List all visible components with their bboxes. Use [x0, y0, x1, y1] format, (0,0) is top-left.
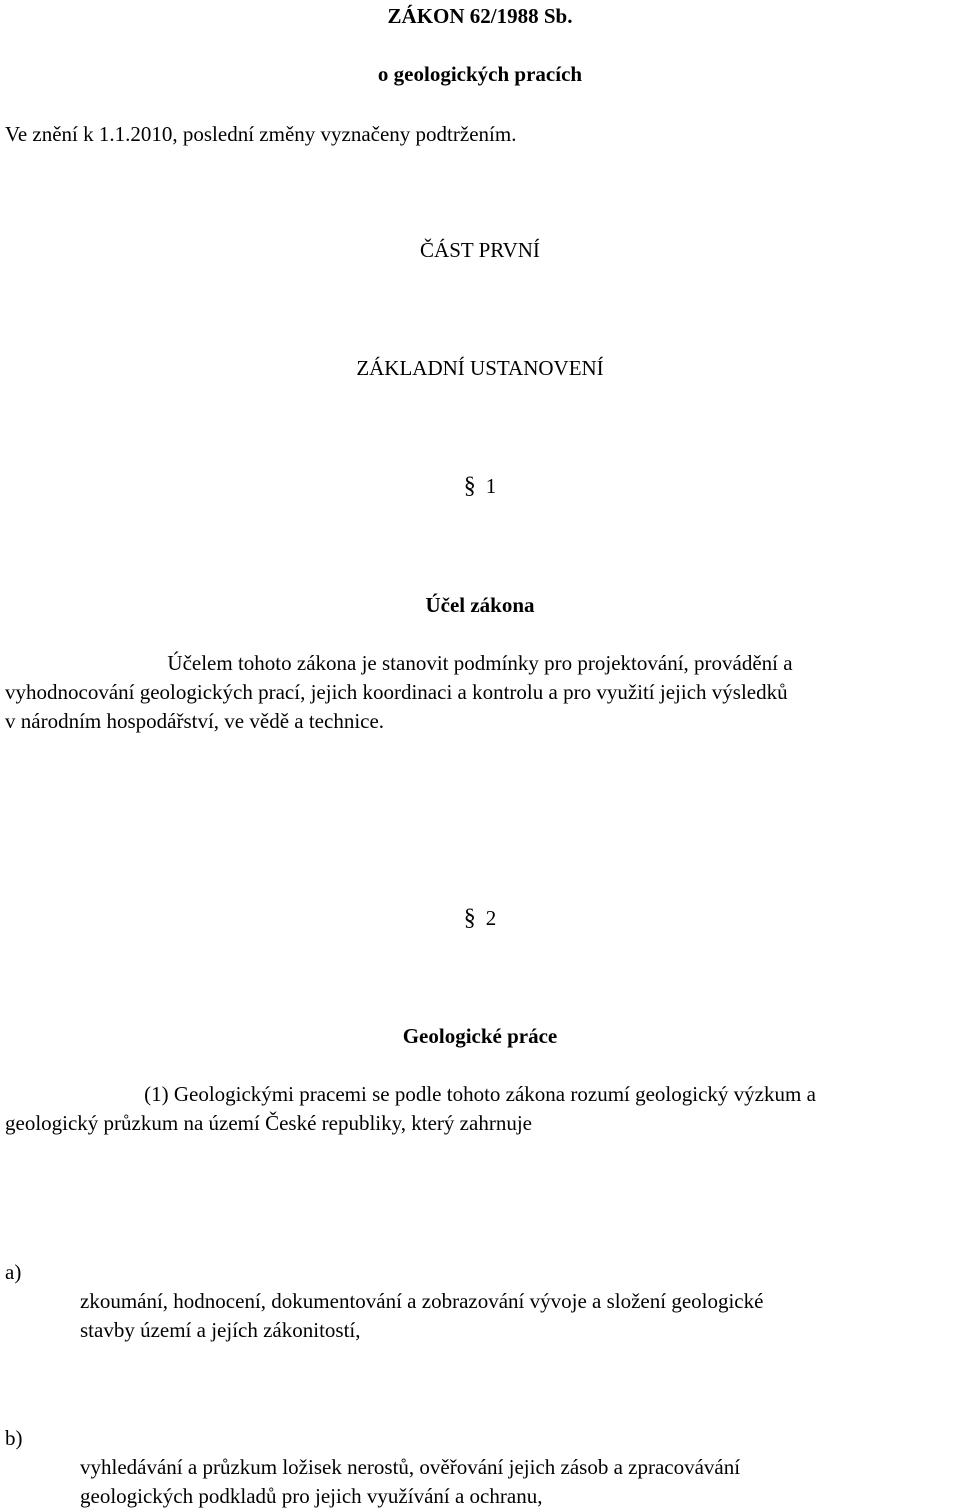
list-item-a: [80, 1287, 950, 1345]
law-subtitle: o geologických pracích: [377, 62, 583, 86]
section-number: 1: [485, 474, 497, 498]
law-title: ZÁKON 62/1988 Sb.: [387, 4, 573, 28]
version-note: Ve znění k 1.1.2010, poslední změny vyznačeny podtržením.: [5, 122, 517, 146]
list-item-line: vyhledávání a průzkum ložisek nerostů, ověřování jejich zásob a zpracovávání: [80, 1455, 741, 1479]
part-title: ZÁKLADNÍ USTANOVENÍ: [356, 356, 604, 380]
section-heading-2: Geologické práce: [402, 1024, 558, 1048]
list-item-b: [80, 1453, 950, 1511]
section-number-1: [0, 472, 960, 501]
section-sign-icon: §: [463, 905, 476, 931]
list-item-label-b: b): [5, 1426, 23, 1450]
paragraph-line: Účelem tohoto zákona je stanovit podmínky pro projektování, provádění a: [167, 651, 793, 675]
section-sign-icon: §: [463, 473, 476, 499]
list-item-label-a: a): [5, 1260, 22, 1284]
paragraph-line: v národním hospodářství, ve vědě a technice.: [5, 709, 385, 733]
list-item-line: zkoumání, hodnocení, dokumentování a zobrazování vývoje a složení geologické: [80, 1289, 764, 1313]
section-1-paragraph: [5, 649, 955, 736]
list-item-line: geologických podkladů pro jejich využívání a ochranu,: [80, 1484, 543, 1508]
section-heading-1: Účel zákona: [425, 593, 535, 617]
section-number: 2: [485, 906, 497, 930]
paragraph-line: (1) Geologickými pracemi se podle tohoto zákona rozumí geologický výzkum a: [144, 1082, 816, 1106]
list-item-line: stavby území a jejích zákonitostí,: [80, 1318, 361, 1342]
section-2-paragraph: [5, 1080, 955, 1138]
paragraph-line: vyhodnocování geologických prací, jejich koordinaci a kontrolu a pro využití jejich výsledků: [5, 680, 788, 704]
section-number-2: [0, 904, 960, 933]
part-label: ČÁST PRVNÍ: [420, 238, 540, 262]
paragraph-line: geologický průzkum na území České republiky, který zahrnuje: [5, 1111, 532, 1135]
